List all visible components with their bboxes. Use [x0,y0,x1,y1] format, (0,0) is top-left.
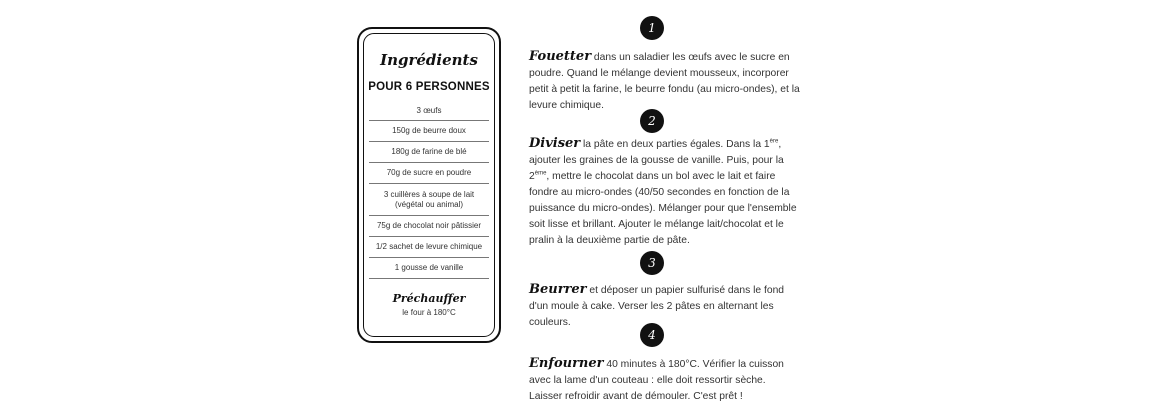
step-2-text-a: la pâte en deux parties égales. Dans la 1 [580,139,770,150]
step-2-text-c: , mettre le chocolat dans un bol avec le lait et faire fondre au micro-ondes (40/50 secondes en fonction de la puissance du micro-ondes). Mélanger pour que l'ensemble soit lisse et brillant. Ajouter le mélange lait/chocolat et le pralin à la deuxième partie de pâte. [529,171,797,246]
step-2-verb: Diviser [529,136,581,151]
preheat-title: Préchauffer [392,292,466,305]
step-2-badge: 2 [640,109,664,133]
ingredient-item: 70g de sucre en poudre [369,163,489,184]
ingredient-item: 1 gousse de vanille [369,258,489,279]
step-1-verb: Fouetter [529,49,592,64]
ingredient-item: 150g de beurre doux [369,121,489,142]
ingredients-title: Ingrédients [380,51,478,69]
step-4 [529,356,801,405]
step-4-verb: Enfourner [529,356,604,371]
step-3-badge: 3 [640,251,664,275]
step-4-badge: 4 [640,323,664,347]
step-2-text-b: , ajouter les graines de la gousse de vanille. Puis, pour la 2 [529,139,784,182]
step-2-sup-b: ème [534,170,547,177]
ingredient-item: 1/2 sachet de levure chimique [369,237,489,258]
step-1 [529,49,801,114]
step-2 [529,136,801,249]
step-4-text: 40 minutes à 180°C. Vérifier la cuisson avec la lame d'un couteau : elle doit ressortir sèche. Laisser refroidir avant de démouler. C'est prêt ! [529,359,784,402]
step-3-verb: Beurrer [529,282,587,297]
step-1-badge: 1 [640,16,664,40]
ingredients-card [357,27,501,343]
ingredients-list [369,101,489,279]
ingredient-item: 3 œufs [369,101,489,121]
ingredient-item: 180g de farine de blé [369,142,489,163]
step-3-text: et déposer un papier sulfurisé dans le fond d'un moule à cake. Verser les 2 pâtes en alternant les couleurs. [529,285,785,328]
ingredient-item: 75g de chocolat noir pâtissier [369,216,489,237]
step-3 [529,282,801,331]
step-2-sup-a: ère [769,138,779,145]
step-1-text: dans un saladier les œufs avec le sucre en poudre. Quand le mélange devient mousseux, incorporer petit à petit la farine, le beurre fondu (au micro-ondes), et la levure chimique. [529,52,800,111]
preheat-text: le four à 180°C [402,308,456,317]
ingredient-item: 3 cuillères à soupe de lait (végétal ou animal) [369,184,489,216]
servings-label: POUR 6 PERSONNES [368,81,490,93]
